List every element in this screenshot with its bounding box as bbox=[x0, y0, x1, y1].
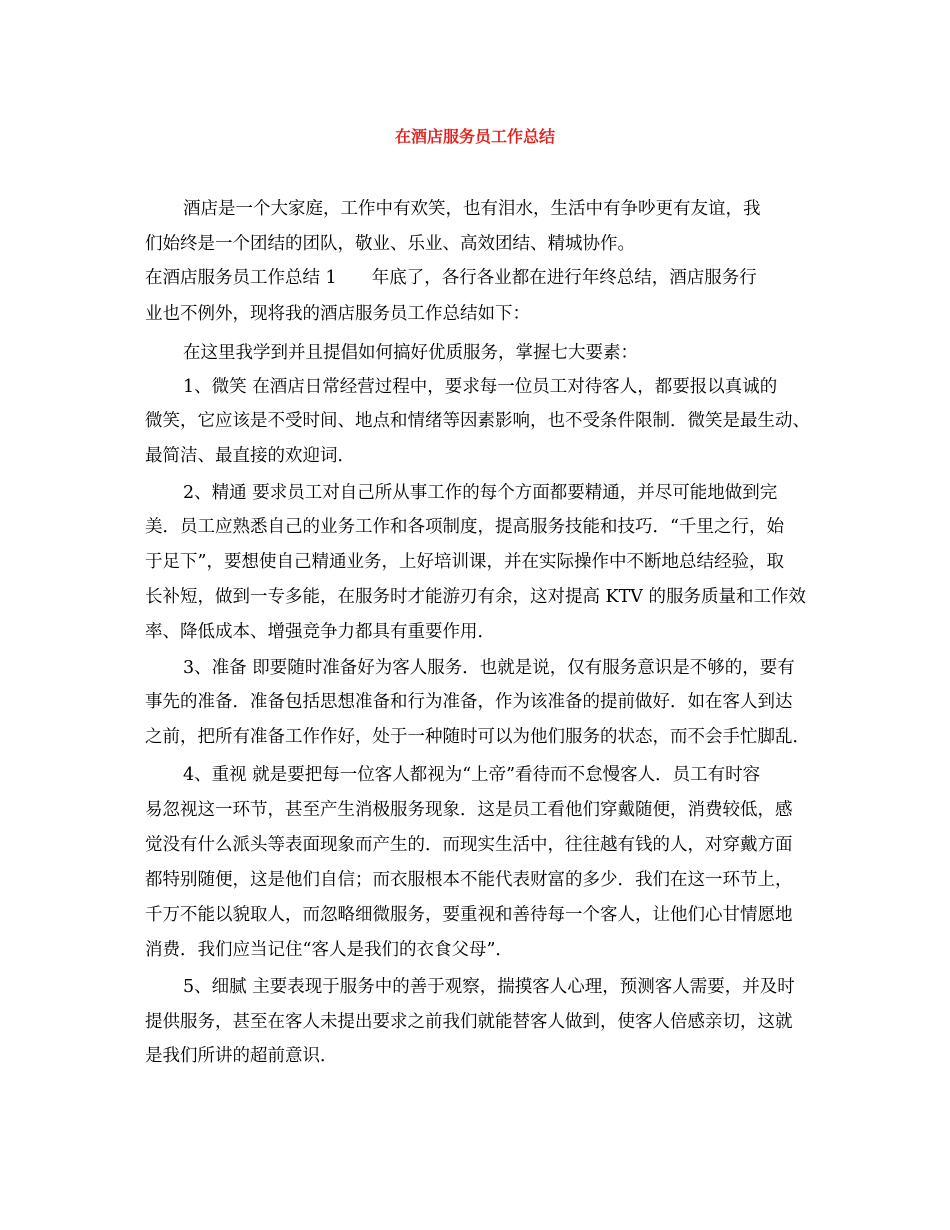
text-line: 4、重视 就是要把每一位客人都视为“上帝”看待而不怠慢客人．员工有时容 bbox=[183, 765, 761, 785]
text-line: 千万不能以貌取人，而忽略细微服务，要重视和善待每一个客人，让他们心甘情愿地 bbox=[145, 905, 793, 925]
text-line: 最简洁、最直接的欢迎词． bbox=[145, 446, 355, 466]
text-line: 提供服务，甚至在客人未提出要求之前我们就能替客人做到，使客人倍感亲切，这就 bbox=[145, 1012, 793, 1032]
text-line: 1、微笑 在酒店日常经营过程中，要求每一位员工对待客人，都要报以真诚的 bbox=[183, 377, 778, 397]
text-line: 在酒店服务员工作总结 1 年底了，各行各业都在进行年终总结，酒店服务行 bbox=[145, 268, 757, 288]
text-line: 5、细腻 主要表现于服务中的善于观察，揣摸客人心理，预测客人需要，并及时 bbox=[183, 977, 795, 997]
text-line: 3、准备 即要随时准备好为客人服务．也就是说，仅有服务意识是不够的，要有 bbox=[183, 658, 795, 678]
text-line: 2、精通 要求员工对自己所从事工作的每个方面都要精通，并尽可能地做到完 bbox=[183, 483, 778, 503]
text-line: 都特别随便，这是他们自信；而衣服根本不能代表财富的多少．我们在这一环节上， bbox=[145, 870, 793, 890]
text-line: 在这里我学到并且提倡如何搞好优质服务，掌握七大要素： bbox=[183, 343, 638, 363]
text-line: 酒店是一个大家庭，工作中有欢笑，也有泪水，生活中有争吵更有友谊，我 bbox=[183, 199, 761, 219]
text-line: 事先的准备．准备包括思想准备和行为准备，作为该准备的提前做好．如在客人到达 bbox=[145, 692, 793, 712]
text-line: 率、降低成本、增强竞争力都具有重要作用． bbox=[145, 622, 495, 642]
text-line: 消费．我们应当记住“客人是我们的衣食父母”． bbox=[145, 940, 513, 960]
text-line: 业也不例外，现将我的酒店服务员工作总结如下： bbox=[145, 304, 530, 324]
text-line: 易忽视这一环节，甚至产生消极服务现象．这是员工看他们穿戴随便，消费较低，感 bbox=[145, 800, 793, 820]
text-line: 是我们所讲的超前意识． bbox=[145, 1046, 338, 1066]
text-line: 觉没有什么派头等表面现象而产生的．而现实生活中，往往越有钱的人，对穿戴方面 bbox=[145, 835, 793, 855]
text-line: 美．员工应熟悉自己的业务工作和各项制度，提高服务技能和技巧．“千里之行，始 bbox=[145, 517, 784, 537]
text-line: 长补短，做到一专多能，在服务时才能游刃有余，这对提高 KTV 的服务质量和工作效 bbox=[145, 587, 807, 607]
text-line: 们始终是一个团结的团队，敬业、乐业、高效团结、精城协作。 bbox=[145, 234, 635, 254]
text-line: 于足下”，要想使自己精通业务，上好培训课，并在实际操作中不断地总结经验，取 bbox=[145, 552, 784, 572]
document-title: 在酒店服务员工作总结 bbox=[394, 127, 555, 146]
text-line: 之前，把所有准备工作作好，处于一种随时可以为他们服务的状态，而不会手忙脚乱． bbox=[145, 727, 810, 747]
text-line: 微笑，它应该是不受时间、地点和情绪等因素影响，也不受条件限制．微笑是最生动、 bbox=[145, 411, 810, 431]
